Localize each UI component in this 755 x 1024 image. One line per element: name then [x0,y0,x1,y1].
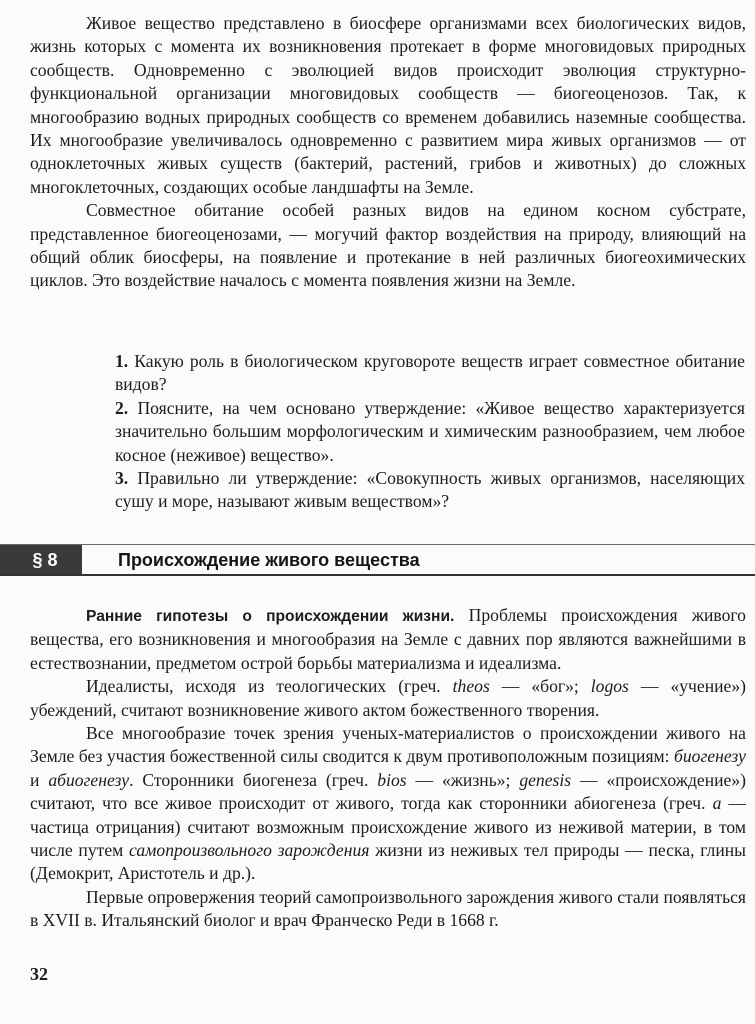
term-theos: theos [452,676,490,697]
body-paragraph-2 [30,675,746,722]
section-title: Происхождение живого вещества [118,550,420,570]
paragraph-text: Все многообразие точек зрения ученых-материалистов о происхождении живого на Земле без участия божественной силы сводится к двум противоположным позициям: [30,723,746,767]
question-item [115,467,745,514]
term-abiogenesis: абиогенезу [48,769,130,790]
section-number: § 8 [32,550,58,570]
paragraph-lead-heading: Ранние гипотезы о происхождении жизни. [86,608,455,625]
paragraph-text: — «бог»; [489,676,591,697]
question-item [115,350,745,397]
question-text: Правильно ли утверждение: «Совокупность живых организмов, населяющих сушу и море, называют живым веществом»? [115,468,745,512]
term-logos: logos [590,676,629,697]
question-item [115,397,745,467]
paragraph-text: — частица отрицания) считают возможным происхождение живого из неживой материи, в том числе путем [30,793,746,861]
term-genesis: genesis [519,769,572,790]
section-number-badge [0,545,82,575]
body-paragraph-4: Первые опровержения теорий самопроизвольного зарождения живого стали появляться в XVII в. Итальянский биолог и врач Франческо Реди в 1668 г. [30,886,746,931]
question-number: 2. [115,397,129,418]
paragraph-text: — «происхождение») считают, что все живое происходит от живого, тогда как сторонники абиогенеза (греч. [30,769,746,814]
body-paragraph-3 [30,722,746,886]
question-number: 1. [115,351,129,371]
paragraph-text: . Сторонники биогенеза (греч. [129,769,378,790]
review-questions [115,350,745,514]
intro-text [30,12,746,293]
paragraph-text: Идеалисты, исходя из теологических (греч. [86,676,453,697]
body-paragraph-1 [30,604,746,675]
section-header [0,544,755,576]
paragraph-text: Проблемы происхождения живого вещества, его возникновения и многообразия на Земле с давних пор являются важнейшими в естествознании, предметом острой борьбы материализма и идеализма. [30,605,746,673]
term-bios: bios [377,769,407,790]
term-a: а [712,793,722,814]
question-number: 3. [115,468,129,489]
term-spontaneous-generation: самопроизвольного зарождения [129,840,370,861]
intro-paragraph-2: Совместное обитание особей разных видов на едином косном субстрате, представленное биогеоценозами, — могучий фактор воздействия на природу, влияющий на общий облик биосферы, на появление и протекание в ней различных биогеохимических циклов. Это воздействие началось с момента появления жизни на Земле. [30,200,746,291]
paragraph-text: жизни из неживых тел природы — песка, глины (Демокрит, Аристотель и др.). [30,840,746,884]
section-body [30,604,746,933]
question-text: Какую роль в биологическом круговороте веществ играет совместное обитание видов? [115,351,745,395]
page-number: 32 [30,964,48,984]
intro-paragraph-1: Живое вещество представлено в биосфере организмами всех биологических видов, жизнь которых с момента их возникновения протекает в форме многовидовых природных сообществ. Одновременно с эволюцией видов происходит эволюция структурно-функциональной организации многовидовых сообществ — биогеоценозов. Так, к многообразию водных природных сообществ со временем добавились наземные сообщества. Их многообразие увеличивалось одновременно с развитием мира живых организмов — от одноклеточных живых существ (бактерий, растений, грибов и животных) до сложных многоклеточных, создающих особые ландшафты на Земле. [30,13,746,197]
question-text: Поясните, на чем основано утверждение: «Живое вещество характеризуется значительно большим морфологическим и химическим разнообразием, чем любое косное (неживое) вещество». [115,397,745,465]
paragraph-text: — «учение») убеждений, считают возникновение живого актом божественного творения. [30,676,747,720]
paragraph-text: и [30,769,49,790]
paragraph-text: — «жизнь»; [406,769,520,790]
term-biogenesis: биогенезу [674,746,746,767]
